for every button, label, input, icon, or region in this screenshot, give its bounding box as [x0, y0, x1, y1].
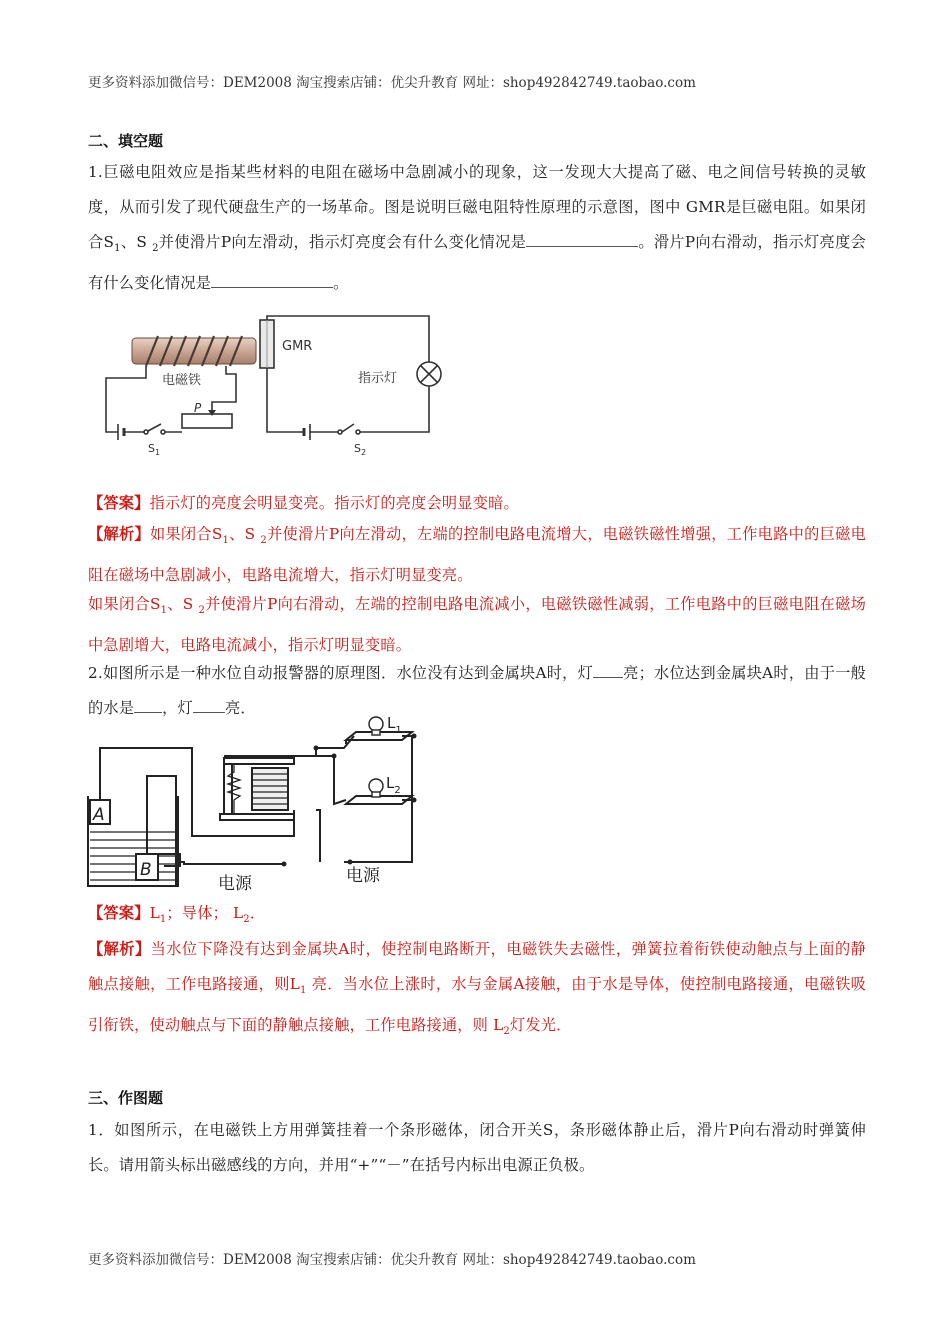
svg-text:S1: $S_1$: [148, 442, 161, 457]
page-footer: 更多资料添加微信号：DEM2008 淘宝搜索店铺：优尖升教育 网址：shop492842749.taobao.com: [88, 1252, 696, 1268]
svg-text:指示灯: 指示灯: [358, 371, 398, 386]
gmr-circuit-figure: [96, 310, 446, 460]
svg-text:L2: $L_2$: [386, 774, 401, 796]
water-level-alarm-figure: [84, 714, 424, 896]
question-3-text: 1．如图所示，在电磁铁上方用弹簧挂着一个条形磁体，闭合开关S，条形磁体静止后，滑片P向右滑动时弹簧伸长。请用箭头标出磁感线的方向，并用“+”“－”在括号内标出电源正负极。: [88, 1121, 866, 1174]
question-1-analysis-2: 如果闭合$S_1$、S $_2$并使滑片P向右滑动，左端的控制电路电流减小，电磁铁磁性减弱，工作电路中的巨磁电阻在磁场中急剧增大，电路电流减小，指示灯明显变暗。: [88, 595, 866, 655]
svg-text:电源: 电源: [346, 866, 380, 886]
answer-blank[interactable]: [134, 698, 162, 713]
svg-text:电源: 电源: [218, 874, 252, 894]
question-2-analysis: 【解析】当水位下降没有达到金属块A时，使控制电路断开，电磁铁失去磁性，弹簧拉着衔铁使动触点与上面的静触点接触，工作电路接通，则$L_1$ 亮．当水位上涨时，水与金属A接触，由于水是导体，使控制电路接通，电磁铁吸引衔铁，使动触点与下面的静触点接触，工作电路接通，则 $L_2$灯发光．: [88, 940, 866, 1038]
svg-text:P: P: [194, 401, 202, 415]
svg-text:L1: $L_1$: [387, 714, 402, 736]
answer-blank[interactable]: [211, 273, 333, 288]
svg-text:S2: $S_2$: [354, 442, 367, 457]
svg-text:电磁铁: 电磁铁: [162, 373, 202, 388]
question-1-answer: 【答案】指示灯的亮度会明显变亮。指示灯的亮度会明显变暗。: [88, 494, 519, 512]
question-2-text: 2.如图所示是一种水位自动报警器的原理图．水位没有达到金属块A时，灯 亮；水位达到金属块A时，由于一般的水是 ，灯 亮．: [88, 664, 867, 717]
svg-text:GMR: GMR: [282, 339, 313, 354]
answer-blank[interactable]: [593, 663, 623, 678]
section-title-drawing: 三、作图题: [88, 1089, 164, 1107]
answer-blank[interactable]: [193, 698, 225, 713]
svg-text:B: B: [140, 860, 152, 880]
section-title-fill-blank: 二、填空题: [88, 132, 164, 150]
question-2-answer: 【答案】$L_1$；导体； $L_2$．: [88, 904, 266, 926]
svg-text:A: A: [93, 805, 105, 825]
answer-blank[interactable]: [526, 232, 638, 247]
question-1-text: 1.巨磁电阻效应是指某些材料的电阻在磁场中急剧减小的现象，这一发现大大提高了磁、电之间信号转换的灵敏度，从而引发了现代硬盘生产的一场革命。图是说明巨磁电阻特性原理的示意图，图中 GMR是巨磁电阻。如果闭合$S_1$、S $_2$并使滑片P向左滑动，指示灯亮度会有什么变化情况是 。滑片P向右滑动，指示灯亮度会有什么变化情况是 。: [88, 163, 866, 293]
question-1-analysis-1: 【解析】如果闭合$S_1$、S $_2$并使滑片P向左滑动，左端的控制电路电流增大，电磁铁磁性增强，工作电路中的巨磁电阻在磁场中急剧减小，电路电流增大，指示灯明显变亮。: [88, 525, 866, 585]
page-header: 更多资料添加微信号：DEM2008 淘宝搜索店铺：优尖升教育 网址：shop492842749.taobao.com: [88, 75, 696, 91]
